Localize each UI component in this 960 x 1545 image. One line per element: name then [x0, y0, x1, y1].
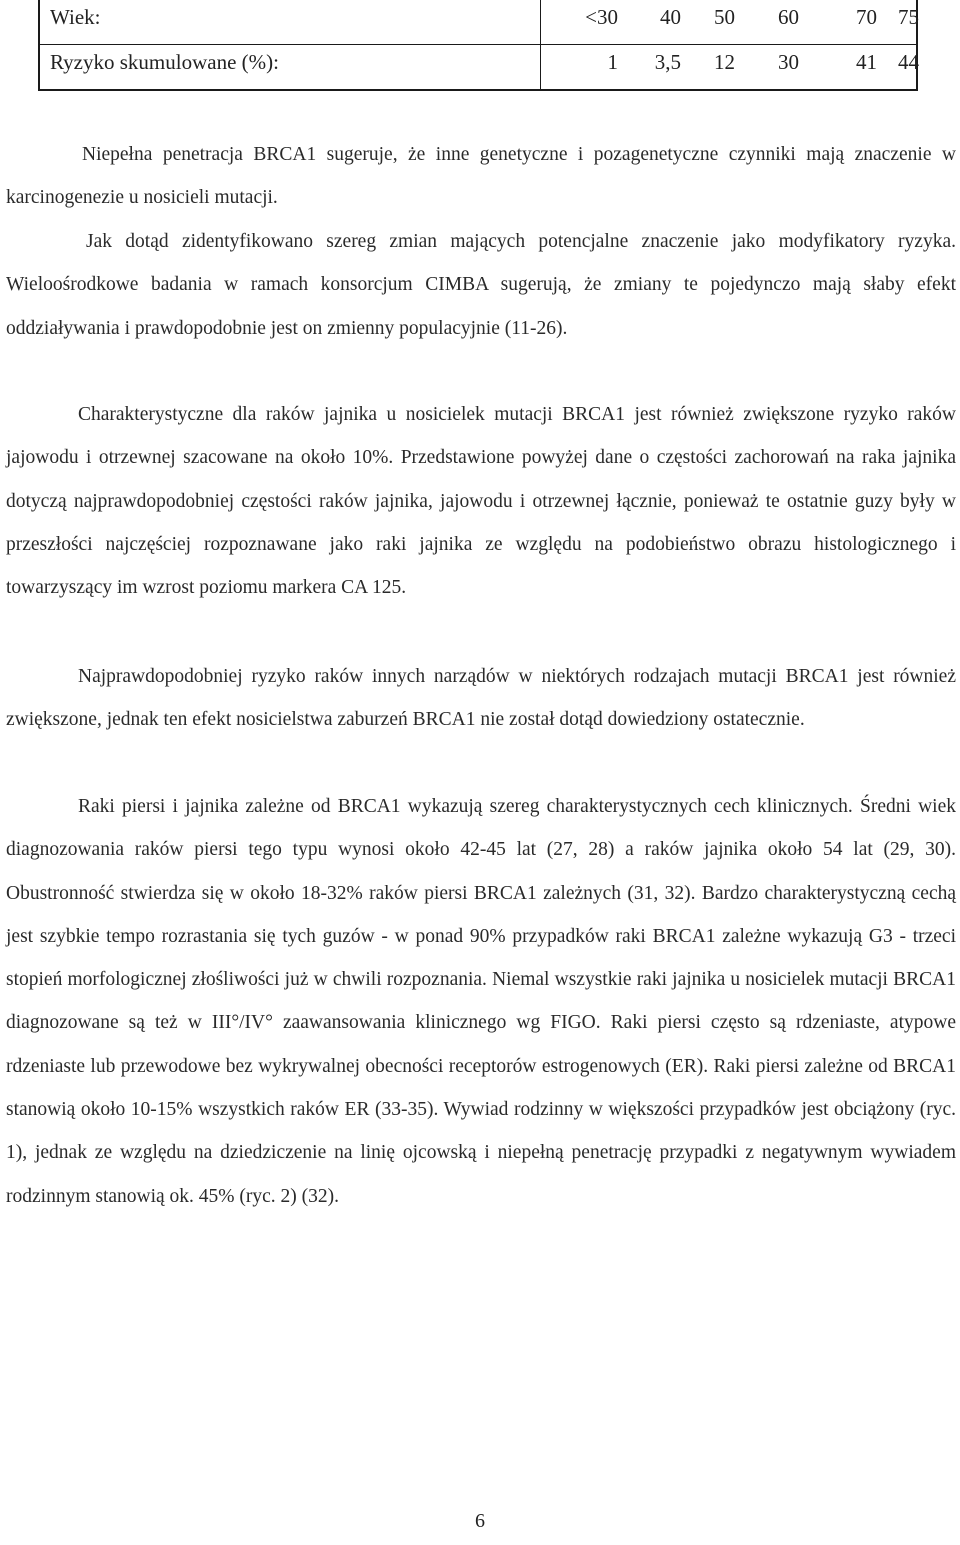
paragraph-clinical-features: Raki piersi i jajnika zależne od BRCA1 wykazują szereg charakterystycznych cech klinicznych. Średni wiek diagnozowania raków piersi tego typu wynosi około 42-45 lat (27, 28) a raków jajnika około 54 lat (29, 30). Obustronność stwierdza się w około 18-32% raków piersi BRCA1 zależnych (31, 32). Bardzo charakterystyczną cechą jest szybkie tempo rozrastania się tych guzów - w ponad 90% przypadków raki BRCA1 zależne wykazują G3 - trzeci stopień morfologicznej złośliwości już w chwili rozpoznania. Niemal wszystkie raki jajnika u nosicielek mutacji BRCA1 diagnozowane są też w III°/IV° zaawansowania klinicznego wg FIGO. Raki piersi często są rdzeniaste, atypowe rdzeniaste lub przewodowe bez wykrywalnej obecności receptorów estrogenowych (ER). Raki piersi zależne od BRCA1 stanowią około 10-15% wszystkich raków ER (33-35). Wywiad rodzinny w większości przypadków jest obciążony (ryc. 1), jednak ze względu na dziedziczenie na linię ojcowską i niepełną penetrację przypadki z negatywnym wywiadem rodzinnym stanowią ok. 45% (ryc. 2) (32). [6, 796, 956, 1207]
age-cell: 75 [898, 5, 919, 29]
age-cell: 70 [856, 5, 877, 29]
age-cell: 50 [714, 5, 735, 29]
age-cell: 40 [660, 5, 681, 29]
table-row-age [40, 0, 919, 44]
paragraph-other-organs: Najprawdopodobniej ryzyko raków innych narządów w niektórych rodzajach mutacji BRCA1 jest również zwiększone, jednak ten efekt nosicielstwa zaburzeń BRCA1 nie został dotąd dowiedziony ostatecznie. [6, 666, 956, 731]
page-number: 6 [475, 1510, 485, 1532]
age-cell: 60 [778, 5, 799, 29]
age-label: Wiek: [50, 5, 101, 29]
risk-cell: 44 [898, 50, 919, 74]
paragraph-ovarian-cancer: Charakterystyczne dla raków jajnika u nosicielek mutacji BRCA1 jest również zwiększone ryzyko raków jajowodu i otrzewnej szacowane na około 10%. Przedstawione powyżej dane o częstości zachorowań na raka jajnika dotyczą najprawdopodobniej częstości raków jajnika, jajowodu i otrzewnej łącznie, ponieważ te ostatnie guzy były w przeszłości najczęściej rozpoznawane jako raki jajnika ze względu na podobieństwo obrazu histologicznego i towarzyszący im wzrost poziomu markera CA 125. [6, 404, 956, 599]
table-row-risk [40, 44, 919, 89]
risk-label: Ryzyko skumulowane (%): [50, 50, 279, 74]
paragraph-penetrance: Niepełna penetracja BRCA1 sugeruje, że inne genetyczne i pozagenetyczne czynniki mają znaczenie w karcinogenezie u nosicieli mutacji. [6, 144, 956, 209]
age-cell: <30 [585, 5, 618, 29]
risk-cell: 12 [714, 50, 735, 74]
risk-cell: 30 [778, 50, 799, 74]
risk-table [38, 0, 918, 91]
risk-cell: 1 [607, 50, 618, 74]
risk-cell: 3,5 [654, 50, 681, 74]
paragraph-modifiers: Jak dotąd zidentyfikowano szereg zmian mających potencjalne znaczenie jako modyfikatory ryzyka. Wieloośrodkowe badania w ramach konsorcjum CIMBA sugerują, że zmiany te pojedynczo mają słaby efekt oddziaływania i prawdopodobnie jest on zmienny populacyjnie (11-26). [6, 231, 956, 339]
risk-cell: 41 [856, 50, 877, 74]
